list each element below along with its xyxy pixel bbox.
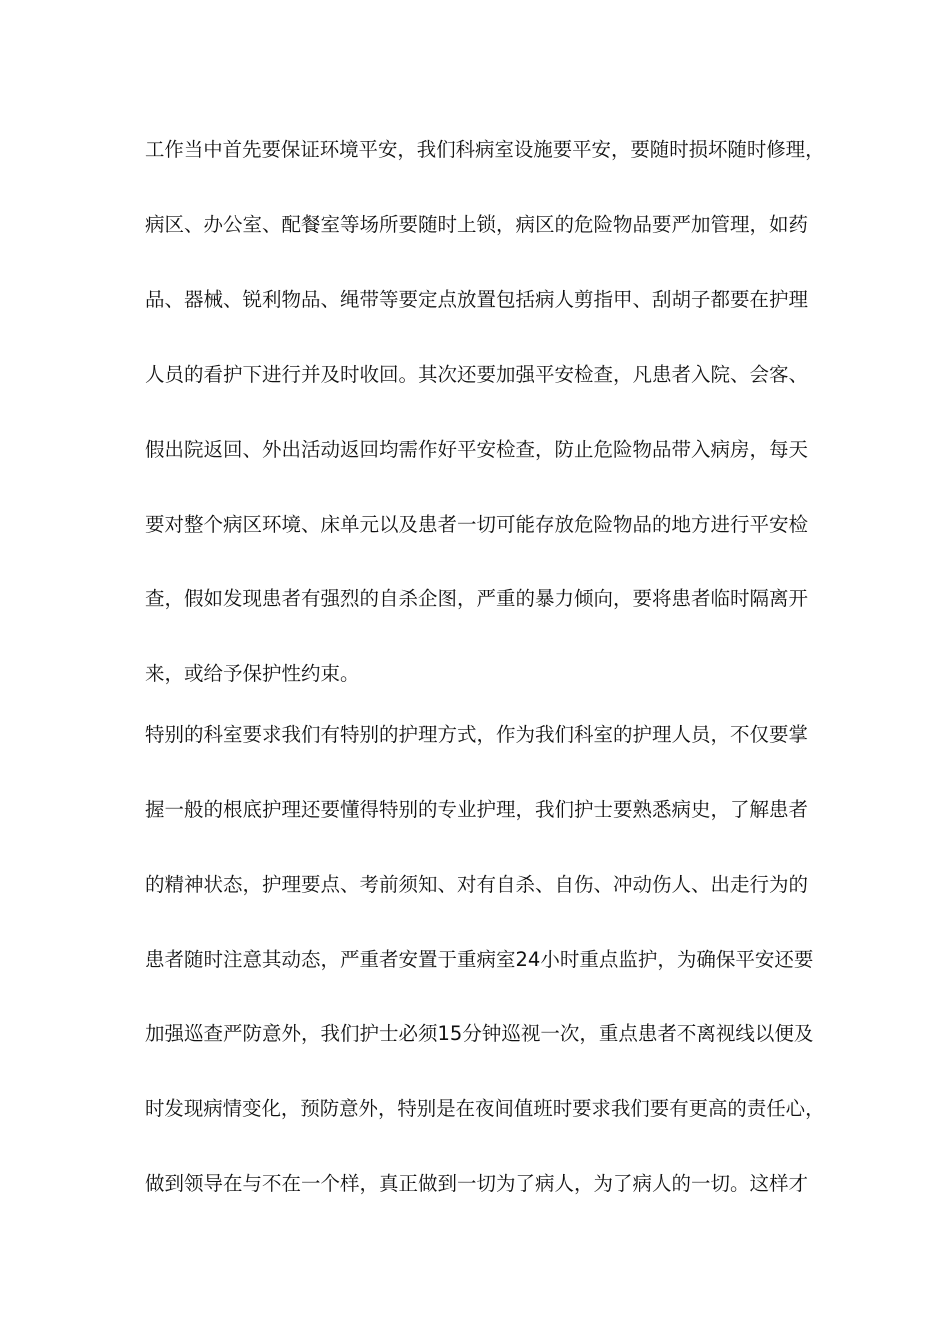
paragraph-1-line-6: 要对整个病区环境、床单元以及患者一切可能存放危险物品的地方进行平安检 xyxy=(145,513,809,536)
paragraph-1-line-1: 工作当中首先要保证环境平安，我们科病室设施要平安，要随时损坏随时修理， xyxy=(145,138,825,161)
paragraph-1-line-3: 品、器械、锐利物品、绳带等要定点放置包括病人剪指甲、刮胡子都要在护理 xyxy=(145,288,809,311)
paragraph-2-line-1: 特别的科室要求我们有特别的护理方式，作为我们科室的护理人员，不仅要掌 xyxy=(145,723,809,746)
paragraph-1-line-5: 假出院返回、外出活动返回均需作好平安检查，防止危险物品带入病房，每天 xyxy=(145,438,809,461)
paragraph-2-line-7: 做到领导在与不在一个样，真正做到一切为了病人，为了病人的一切。这样才 xyxy=(145,1172,809,1195)
paragraph-1-line-8: 来，或给予保护性约束。 xyxy=(145,662,360,685)
paragraph-2-line-3: 的精神状态，护理要点、考前须知、对有自杀、自伤、冲动伤人、出走行为的 xyxy=(145,873,809,896)
paragraph-1-line-4: 人员的看护下进行并及时收回。其次还要加强平安检查，凡患者入院、会客、 xyxy=(145,363,809,386)
paragraph-2-line-5: 加强巡查严防意外，我们护士必须15分钟巡视一次，重点患者不离视线以便及 xyxy=(145,1022,814,1045)
paragraph-2-line-2: 握一般的根底护理还要懂得特别的专业护理，我们护士要熟悉病史，了解患者 xyxy=(145,798,809,821)
paragraph-2-line-6: 时发现病情变化，预防意外，特别是在夜间值班时要求我们要有更高的责任心， xyxy=(145,1097,825,1120)
paragraph-2-line-4: 患者随时注意其动态，严重者安置于重病室24小时重点监护，为确保平安还要 xyxy=(145,948,814,971)
paragraph-1-line-2: 病区、办公室、配餐室等场所要随时上锁，病区的危险物品要严加管理，如药 xyxy=(145,213,809,236)
paragraph-1-line-7: 查，假如发现患者有强烈的自杀企图，严重的暴力倾向，要将患者临时隔离开 xyxy=(145,587,809,610)
